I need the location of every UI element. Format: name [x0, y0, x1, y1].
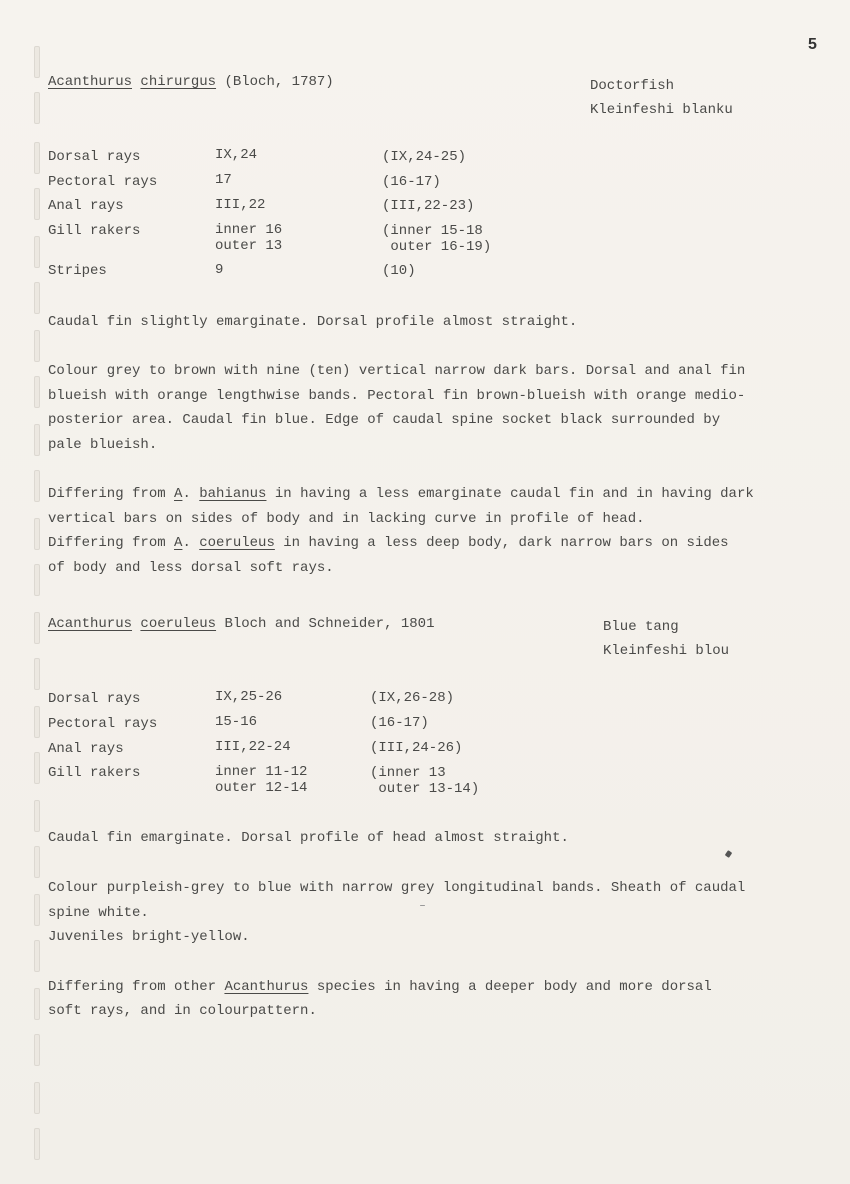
count-range: (16-17) [382, 174, 441, 190]
count-label: Stripes [48, 263, 107, 279]
count-value: III,22 [215, 197, 266, 213]
count-value: IX,24 [215, 147, 258, 163]
count-range: (16-17) [370, 715, 429, 731]
margin-mark [34, 142, 40, 174]
text-run: Differing from other [48, 979, 225, 995]
species-epithet: coeruleus [199, 535, 275, 551]
count-range: (III,22-23) [382, 198, 475, 214]
count-range: (inner 13 [370, 765, 446, 781]
count-value-2: outer 13 [215, 238, 283, 254]
margin-mark [34, 894, 40, 926]
page-number: 5 [808, 36, 817, 53]
species1-authority: (Bloch, 1787) [224, 74, 334, 90]
species1-differing-line [48, 482, 754, 507]
margin-mark [34, 1034, 40, 1066]
margin-mark [34, 518, 40, 550]
count-value-2: outer 12-14 [215, 780, 308, 796]
species1-genus: Acanthurus [48, 74, 133, 90]
margin-mark [34, 424, 40, 456]
margin-mark [34, 236, 40, 268]
count-range: (IX,24-25) [382, 149, 467, 165]
species1-differing-line: vertical bars on sides of body and in lacking curve in profile of head. [48, 511, 645, 527]
count-range: (III,24-26) [370, 740, 463, 756]
species1-common-name-en: Doctorfish [590, 78, 675, 94]
margin-mark [34, 470, 40, 502]
count-value: 17 [215, 172, 232, 188]
margin-mark [34, 330, 40, 362]
count-value: 15-16 [215, 714, 258, 730]
text-run: in having a less deep body, dark narrow bars on sides [274, 535, 729, 551]
margin-mark [34, 376, 40, 408]
margin-mark [34, 564, 40, 596]
text-run: Differing from [48, 535, 175, 551]
margin-mark [34, 940, 40, 972]
species1-colour-line: Colour grey to brown with nine (ten) vertical narrow dark bars. Dorsal and anal fin [48, 363, 746, 379]
margin-mark [34, 1128, 40, 1160]
species1-differing-line [48, 531, 729, 556]
margin-mark [34, 800, 40, 832]
species2-epithet: coeruleus [140, 616, 217, 632]
count-label: Gill rakers [48, 765, 141, 781]
text-run: species in having a deeper body and more dorsal [308, 979, 712, 995]
species1-epithet: chirurgus [140, 74, 217, 90]
margin-mark [34, 188, 40, 220]
count-label: Pectoral rays [48, 716, 158, 732]
species2-caudal-paragraph: Caudal fin emarginate. Dorsal profile of head almost straight. [48, 830, 569, 846]
margin-mark [34, 988, 40, 1020]
margin-mark [34, 752, 40, 784]
species1-colour-line: blueish with orange lengthwise bands. Pectoral fin brown-blueish with orange medio- [48, 388, 746, 404]
count-label: Gill rakers [48, 223, 141, 239]
count-value: inner 11-12 [215, 764, 308, 780]
text-run: in having a less emarginate caudal fin and in having dark [266, 486, 754, 502]
species2-common-name-en: Blue tang [603, 619, 679, 635]
count-range: (inner 15-18 [382, 223, 483, 239]
species2-colour-line: spine white. [48, 905, 149, 921]
species2-colour-line: Colour purpleish-grey to blue with narrow grey longitudinal bands. Sheath of caudal [48, 880, 746, 896]
count-value: III,22-24 [215, 739, 291, 755]
genus-name: Acanthurus [224, 979, 309, 995]
count-value: 9 [215, 262, 224, 278]
text-run: Differing from [48, 486, 175, 502]
text-run: . [182, 486, 200, 502]
species2-common-name-local: Kleinfeshi blou [603, 643, 730, 659]
species2-genus: Acanthurus [48, 616, 133, 632]
species2-differing-line [48, 975, 712, 1000]
species1-caudal-paragraph: Caudal fin slightly emarginate. Dorsal profile almost straight. [48, 314, 578, 330]
species1-colour-line: pale blueish. [48, 437, 158, 453]
count-range-2: outer 16-19) [382, 239, 492, 255]
count-label: Dorsal rays [48, 149, 141, 165]
margin-mark [34, 658, 40, 690]
margin-mark [34, 46, 40, 78]
species2-heading [48, 616, 435, 633]
count-value: IX,25-26 [215, 689, 283, 705]
species2-differing-line: soft rays, and in colourpattern. [48, 1003, 317, 1019]
ink-speck [420, 905, 425, 906]
count-label: Dorsal rays [48, 691, 141, 707]
margin-mark [34, 282, 40, 314]
genus-abbr: A [174, 535, 183, 551]
count-value: inner 16 [215, 222, 283, 238]
species1-common-name-local: Kleinfeshi blanku [590, 102, 733, 118]
margin-mark [34, 706, 40, 738]
species2-colour-line: Juveniles bright-yellow. [48, 929, 250, 945]
count-label: Anal rays [48, 741, 124, 757]
species1-heading [48, 74, 334, 91]
count-range-2: outer 13-14) [370, 781, 480, 797]
count-range: (10) [382, 263, 416, 279]
margin-mark [34, 1082, 40, 1114]
count-label: Anal rays [48, 198, 124, 214]
species1-colour-line: posterior area. Caudal fin blue. Edge of caudal spine socket black surrounded by [48, 412, 721, 428]
genus-abbr: A [174, 486, 183, 502]
count-label: Pectoral rays [48, 174, 158, 190]
ink-speck [725, 850, 733, 858]
text-run: . [182, 535, 200, 551]
margin-mark [34, 846, 40, 878]
species2-authority: Bloch and Schneider, 1801 [224, 616, 435, 632]
species1-differing-line: of body and less dorsal soft rays. [48, 560, 334, 576]
margin-mark [34, 92, 40, 124]
count-range: (IX,26-28) [370, 690, 455, 706]
species-epithet: bahianus [199, 486, 267, 502]
margin-mark [34, 612, 40, 644]
